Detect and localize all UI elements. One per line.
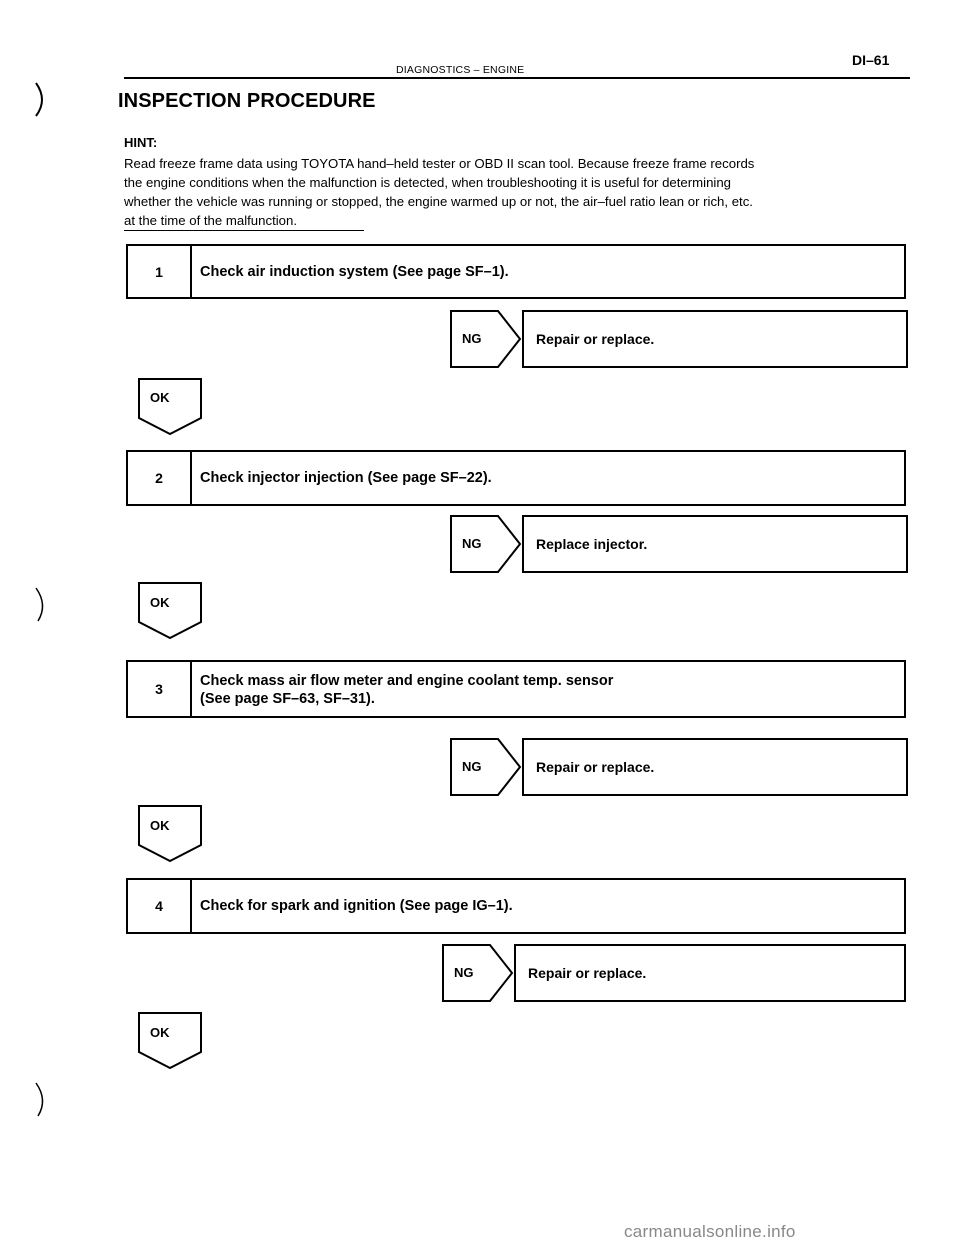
step-3-text-line: (See page SF–63, SF–31). (200, 691, 375, 707)
step-2-number: 2 (128, 452, 192, 504)
step-3-number: 3 (128, 662, 192, 716)
step-3-ok-label: OK (150, 818, 170, 833)
step-4-ng-action: Repair or replace. (514, 944, 906, 1002)
ok-arrow-icon (138, 805, 218, 865)
header-section: DIAGNOSTICS (396, 64, 471, 76)
header-rule (124, 77, 910, 79)
page-number: DI–61 (852, 52, 890, 68)
step-1-ng-label: NG (462, 331, 482, 346)
step-3-text-line: Check mass air flow meter and engine coolant temp. sensor (200, 673, 614, 689)
step-2-text: Check injector injection (See page SF–22). (200, 470, 492, 486)
ok-arrow-icon (138, 1012, 218, 1072)
step-4-ok-label: OK (150, 1025, 170, 1040)
header-subsection: ENGINE (482, 64, 525, 76)
step-4-text: Check for spark and ignition (See page IG–1). (200, 898, 513, 914)
hint-line: Read freeze frame data using TOYOTA hand–held tester or OBD II scan tool. Because freeze frame records (124, 156, 755, 171)
margin-mark (30, 80, 50, 120)
hint-label: HINT: (124, 135, 158, 150)
step-2-ok-label: OK (150, 595, 170, 610)
step-2-box (126, 450, 906, 506)
step-3-ng-action: Repair or replace. (522, 738, 908, 796)
step-1-ng-action: Repair or replace. (522, 310, 908, 368)
step-3-box (126, 660, 906, 718)
hint-line: the engine conditions when the malfunction is detected, when troubleshooting it is useful for determining (124, 175, 731, 190)
step-4-box (126, 878, 906, 934)
ok-arrow-icon (138, 378, 218, 438)
hint-text (124, 154, 914, 231)
step-3-text (200, 672, 613, 708)
page-title: INSPECTION PROCEDURE (118, 90, 376, 112)
step-1-box (126, 244, 906, 299)
step-4-number: 4 (128, 880, 192, 932)
step-1-ok-label: OK (150, 390, 170, 405)
ok-arrow-icon (138, 582, 218, 642)
step-4-ng-label: NG (454, 965, 474, 980)
hint-line: whether the vehicle was running or stopped, the engine warmed up or not, the air–fuel ratio lean or rich, etc. (124, 194, 753, 209)
hint-line: at the time of the malfunction. (124, 211, 364, 231)
header-dash: – (473, 64, 480, 76)
watermark: carmanualsonline.info (624, 1222, 796, 1241)
step-2-ng-action: Replace injector. (522, 515, 908, 573)
step-2-ng-label: NG (462, 536, 482, 551)
step-1-number: 1 (128, 246, 192, 297)
step-3-ng-label: NG (462, 759, 482, 774)
step-1-text: Check air induction system (See page SF–1). (200, 264, 509, 280)
margin-mark (32, 585, 52, 625)
running-header (396, 64, 524, 76)
margin-mark (32, 1080, 52, 1120)
